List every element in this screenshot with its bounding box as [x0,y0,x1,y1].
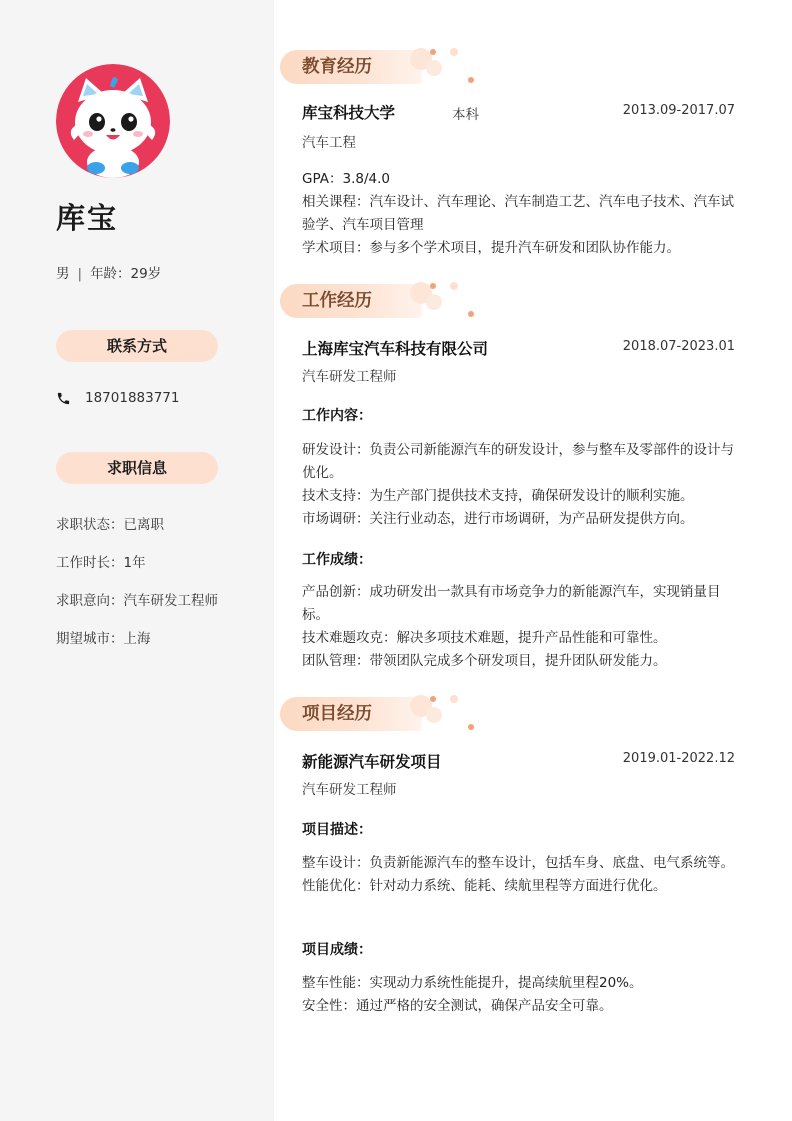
age: 年龄：29岁 [90,266,162,282]
phone-number: 18701883771 [85,390,180,406]
academic-projects: 学术项目：参与多个学术项目，提升汽车研发和团队协作能力。 [302,240,680,256]
work-content-line: 研发设计：负责公司新能源汽车的研发设计，参与整车及零部件的设计与优化。 [302,442,734,481]
project-results [302,972,738,1018]
work-role: 汽车研发工程师 [302,369,397,385]
education-section-header [280,50,480,84]
work-achievement-heading: 工作成绩： [302,552,372,568]
basic-info [56,262,161,282]
work-date: 2018.07-2023.01 [622,339,735,354]
work-title: 工作经历 [302,291,372,311]
work-achievements [302,581,738,673]
school-name: 库宝科技大学 [302,104,396,122]
sidebar [0,0,274,1121]
work-achievement-line: 团队管理：带领团队完成多个研发项目，提升团队研发能力。 [302,653,667,669]
work-content-heading: 工作内容： [302,408,372,424]
gpa: GPA：3.8/4.0 [302,171,390,187]
work-duration: 工作时长：1年 [56,555,146,571]
work-content-line: 市场调研：关注行业动态，进行市场调研，为产品研发提供方向。 [302,511,694,527]
job-status: 求职状态：已离职 [56,517,164,533]
phone-icon [56,391,71,406]
cat-mascot-icon [56,64,170,178]
project-result-line: 整车性能：实现动力系统性能提升，提高续航里程20%。 [302,975,643,991]
education-title: 教育经历 [302,57,372,77]
project-desc-line: 整车设计：负责新能源汽车的整车设计，包括车身、底盘、电气系统等。 [302,855,734,871]
project-role: 汽车研发工程师 [302,782,397,798]
job-intent-heading: 求职信息 [56,452,218,484]
contact-heading: 联系方式 [56,330,218,362]
project-section-header [280,697,480,731]
project-result-line: 安全性：通过严格的安全测试，确保产品安全可靠。 [302,998,613,1014]
company-name: 上海库宝汽车科技有限公司 [302,340,489,358]
avatar [56,64,170,178]
desired-position: 求职意向：汽车研发工程师 [56,593,218,609]
desired-city: 期望城市：上海 [56,631,151,647]
courses: 相关课程：汽车设计、汽车理论、汽车制造工艺、汽车电子技术、汽车试验学、汽车项目管理 [302,194,734,233]
phone-row [56,390,179,406]
major: 汽车工程 [302,135,356,151]
project-result-heading: 项目成绩： [302,942,372,958]
info-separator: | [77,266,83,282]
work-achievement-line: 产品创新：成功研发出一款具有市场竞争力的新能源汽车，实现销量目标。 [302,584,721,623]
project-desc-line: 性能优化：针对动力系统、能耗、续航里程等方面进行优化。 [302,878,667,894]
work-section-header [280,284,480,318]
education-date: 2013.09-2017.07 [622,103,735,118]
work-content [302,439,738,531]
project-name: 新能源汽车研发项目 [302,753,442,771]
work-achievement-line: 技术难题攻克：解决多项技术难题，提升产品性能和可靠性。 [302,630,667,646]
project-desc-heading: 项目描述： [302,822,372,838]
work-content-line: 技术支持：为生产部门提供技术支持，确保研发设计的顺利实施。 [302,488,694,504]
project-title: 项目经历 [302,704,372,724]
degree: 本科 [452,107,479,123]
education-details [302,168,738,260]
project-date: 2019.01-2022.12 [622,751,735,766]
project-description [302,852,738,898]
candidate-name: 库宝 [56,201,119,235]
gender: 男 [56,266,70,282]
